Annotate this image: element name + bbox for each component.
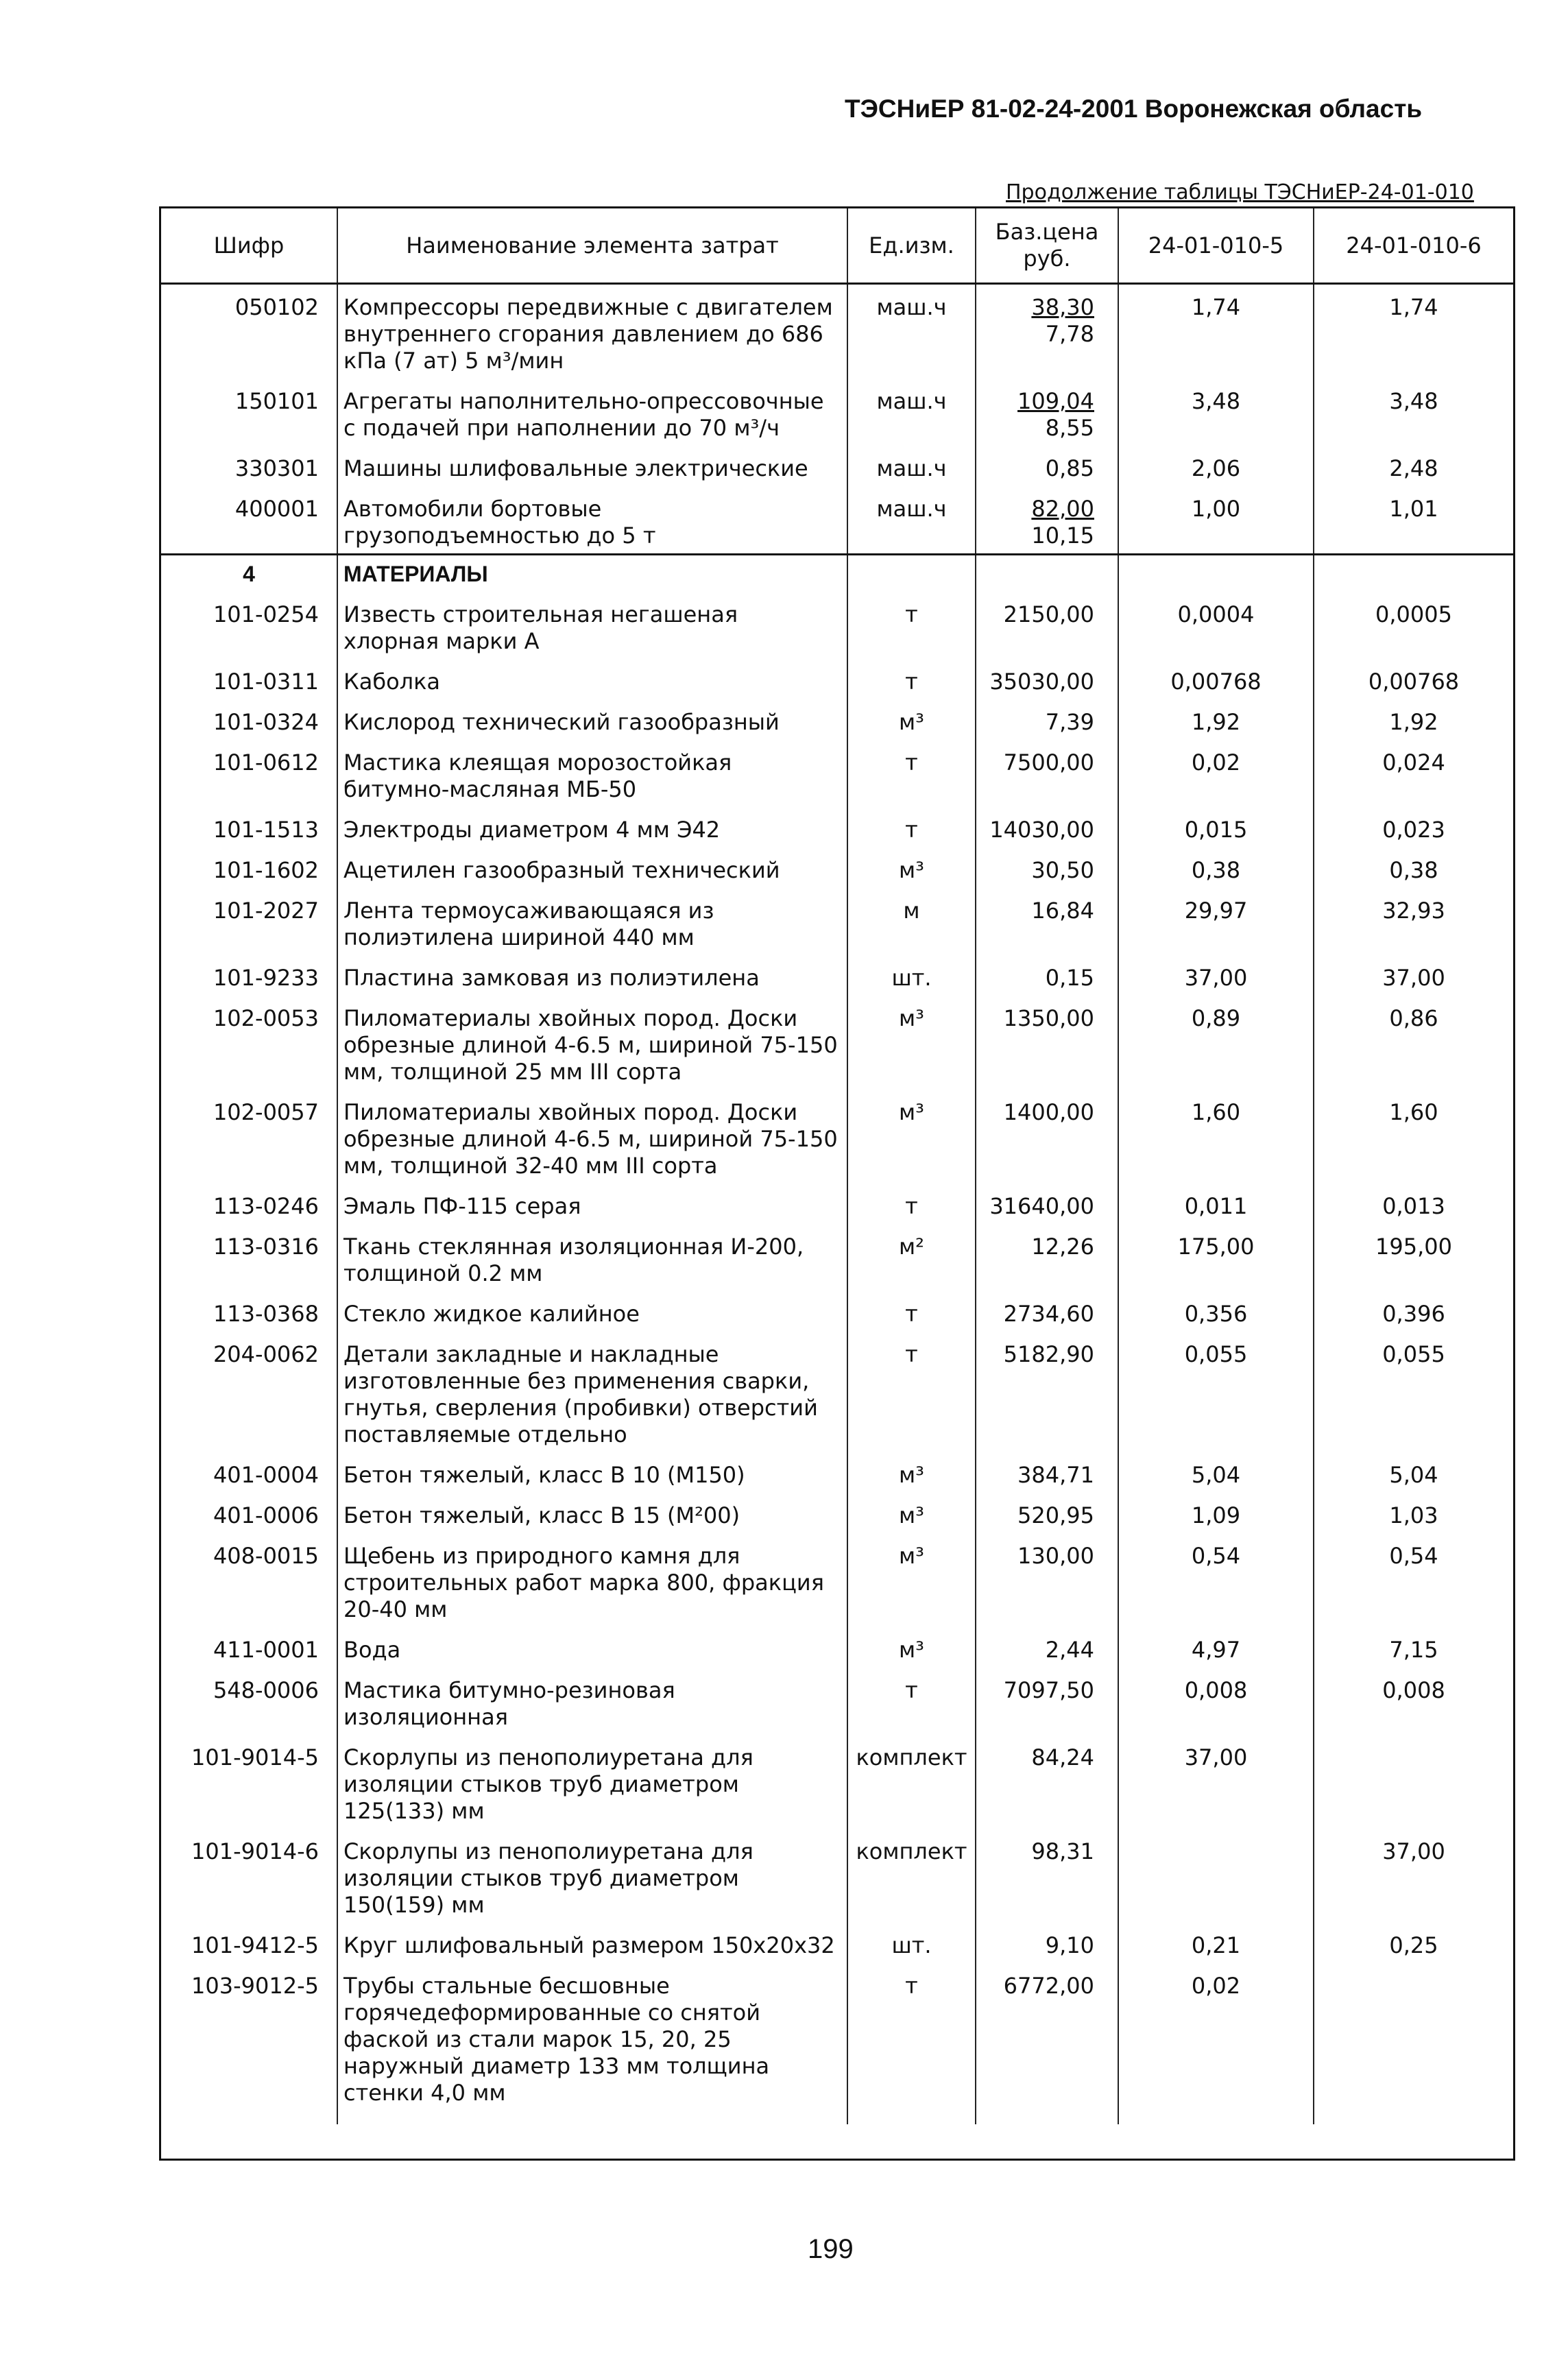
header-price: Баз.цена руб.: [976, 208, 1118, 284]
row-unit: комплект: [847, 1829, 976, 1923]
row-unit: маш.ч: [847, 486, 976, 555]
row-price: 384,71: [976, 1452, 1118, 1493]
row-name: Агрегаты наполнительно-опрессовочные с подачей при наполнении до 70 м³/ч: [337, 379, 847, 446]
material-row: [161, 1923, 1513, 1963]
row-name: Кислород технический газообразный: [337, 699, 847, 740]
document-header-title: ТЭСНиЕР 81-02-24-2001 Воронежская область: [845, 95, 1423, 123]
row-col5: 1,92: [1118, 699, 1314, 740]
row-unit: м: [847, 888, 976, 955]
row-col5: 4,97: [1118, 1627, 1314, 1668]
filler-cell: [847, 2111, 976, 2124]
filler-cell: [161, 2111, 337, 2124]
machine-row: [161, 486, 1513, 555]
table-header-row: [161, 208, 1513, 284]
page-number: 199: [808, 2234, 854, 2264]
row-price: 1350,00: [976, 996, 1118, 1090]
row-col5: [1118, 1829, 1314, 1923]
row-col5: 0,54: [1118, 1533, 1314, 1627]
row-price: 520,95: [976, 1493, 1118, 1533]
row-code: 408-0015: [161, 1533, 337, 1627]
row-name: Машины шлифовальные электрические: [337, 446, 847, 486]
row-price: 5182,90: [976, 1332, 1118, 1452]
row-price: 2734,60: [976, 1291, 1118, 1332]
row-code: 101-2027: [161, 888, 337, 955]
row-name: Автомобили бортовые грузоподъемностью до 5 т: [337, 486, 847, 555]
row-col5: 5,04: [1118, 1452, 1314, 1493]
row-code: 101-0324: [161, 699, 337, 740]
row-code: 113-0316: [161, 1224, 337, 1291]
row-price: 7,39: [976, 699, 1118, 740]
header-unit: Ед.изм.: [847, 208, 976, 284]
material-row: [161, 848, 1513, 888]
row-col6: 1,92: [1389, 709, 1438, 735]
row-price: 98,31: [976, 1829, 1118, 1923]
row-code: 102-0057: [161, 1090, 337, 1184]
row-price: 6772,00: [976, 1963, 1118, 2111]
material-row: [161, 699, 1513, 740]
row-name: Бетон тяжелый, класс В 10 (М150): [337, 1452, 847, 1493]
material-row: [161, 740, 1513, 807]
row-unit: м³: [847, 1493, 976, 1533]
row-price-wage: 7,78: [1045, 321, 1094, 347]
section-empty: [1118, 555, 1314, 592]
machine-row: [161, 379, 1513, 446]
row-name: Известь строительная негашеная хлорная марки А: [337, 592, 847, 659]
row-unit: т: [847, 807, 976, 848]
row-col6: 0,00768: [1368, 669, 1460, 695]
row-col6: 1,60: [1389, 1099, 1438, 1125]
row-code: 102-0053: [161, 996, 337, 1090]
machine-row: [161, 284, 1513, 379]
row-price-wage: 10,15: [1031, 523, 1094, 549]
row-col5: 3,48: [1118, 379, 1314, 446]
section-empty: [847, 555, 976, 592]
material-row: [161, 659, 1513, 699]
row-name: Щебень из природного камня для строительных работ марка 800, фракция 20-40 мм: [337, 1533, 847, 1627]
row-price: 7097,50: [976, 1668, 1118, 1735]
row-col6: 0,86: [1389, 1005, 1438, 1031]
material-row: [161, 1668, 1513, 1735]
row-code: 401-0006: [161, 1493, 337, 1533]
row-name: Пластина замковая из полиэтилена: [337, 955, 847, 996]
row-unit: м²: [847, 1224, 976, 1291]
header-code: Шифр: [161, 208, 337, 284]
row-code: 101-0612: [161, 740, 337, 807]
row-price-value: 82,00: [1031, 496, 1094, 522]
row-code: 101-1602: [161, 848, 337, 888]
row-code: 113-0368: [161, 1291, 337, 1332]
row-col6: 0,25: [1389, 1932, 1438, 1958]
row-col5: 0,02: [1118, 740, 1314, 807]
row-name: Электроды диаметром 4 мм Э42: [337, 807, 847, 848]
material-row: [161, 1291, 1513, 1332]
row-col6: 0,54: [1389, 1543, 1438, 1569]
row-price: 14030,00: [976, 807, 1118, 848]
material-row: [161, 996, 1513, 1090]
row-col5: 0,0004: [1118, 592, 1314, 659]
filler-cell: [337, 2111, 847, 2124]
row-col6: 0,0005: [1375, 601, 1452, 627]
row-price-wage: 8,55: [1045, 415, 1094, 441]
row-unit: маш.ч: [847, 379, 976, 446]
row-price: 1400,00: [976, 1090, 1118, 1184]
row-price: 35030,00: [976, 659, 1118, 699]
row-col5: 0,00768: [1118, 659, 1314, 699]
row-name: Лента термоусаживающаяся из полиэтилена шириной 440 мм: [337, 888, 847, 955]
header-col6: 24-01-010-6: [1314, 208, 1513, 284]
row-col6: 3,48: [1389, 388, 1438, 414]
row-price: 16,84: [976, 888, 1118, 955]
row-unit: м³: [847, 1452, 976, 1493]
material-row: [161, 1735, 1513, 1829]
row-unit: м³: [847, 996, 976, 1090]
row-price: 31640,00: [976, 1184, 1118, 1224]
material-row: [161, 1332, 1513, 1452]
row-col5: 0,356: [1118, 1291, 1314, 1332]
material-row: [161, 1224, 1513, 1291]
row-unit: маш.ч: [847, 284, 976, 379]
row-code: 101-1513: [161, 807, 337, 848]
material-row: [161, 955, 1513, 996]
row-price: [976, 446, 1118, 486]
row-code: 101-9014-6: [161, 1829, 337, 1923]
row-name: Пиломатериалы хвойных пород. Доски обрезные длиной 4-6.5 м, шириной 75-150 мм, толщиной 32-40 мм III сорта: [337, 1090, 847, 1184]
row-unit: т: [847, 1963, 976, 2111]
row-col5: 37,00: [1118, 955, 1314, 996]
row-name: Мастика битумно-резиновая изоляционная: [337, 1668, 847, 1735]
section-number: 4: [161, 555, 337, 592]
row-unit: т: [847, 1291, 976, 1332]
row-col5: 29,97: [1118, 888, 1314, 955]
material-row: [161, 1829, 1513, 1923]
row-col6: 195,00: [1375, 1234, 1452, 1260]
row-price: 12,26: [976, 1224, 1118, 1291]
row-name: Трубы стальные бесшовные горячедеформированные со снятой фаской из стали марок 15, 20, 25 наружный диаметр 133 мм толщина стенки 4,0 мм: [337, 1963, 847, 2111]
row-col6: 0,023: [1382, 817, 1445, 843]
filler-cell: [976, 2111, 1118, 2124]
row-col5: 0,02: [1118, 1963, 1314, 2111]
row-price: [976, 284, 1118, 379]
section-title: МАТЕРИАЛЫ: [337, 555, 847, 592]
material-row: [161, 1627, 1513, 1668]
material-row: [161, 1452, 1513, 1493]
filler-cell: [1314, 2111, 1513, 2124]
row-col6: 37,00: [1382, 965, 1445, 991]
row-unit: т: [847, 1332, 976, 1452]
row-unit: т: [847, 659, 976, 699]
row-name: Стекло жидкое калийное: [337, 1291, 847, 1332]
row-name: Круг шлифовальный размером 150х20х32: [337, 1923, 847, 1963]
row-price: 2,44: [976, 1627, 1118, 1668]
material-row: [161, 807, 1513, 848]
row-code: 050102: [161, 284, 337, 379]
row-col5: 1,09: [1118, 1493, 1314, 1533]
material-row: [161, 1184, 1513, 1224]
row-name: Скорлупы из пенополиуретана для изоляции стыков труб диаметром 125(133) мм: [337, 1735, 847, 1829]
row-col5: 2,06: [1118, 446, 1314, 486]
row-col5: 1,60: [1118, 1090, 1314, 1184]
row-unit: м³: [847, 1533, 976, 1627]
row-price: 0,15: [976, 955, 1118, 996]
row-col6: 0,38: [1389, 857, 1438, 883]
row-col6: 0,024: [1382, 749, 1445, 776]
row-col6: 1,03: [1389, 1502, 1438, 1528]
row-unit: комплект: [847, 1735, 976, 1829]
row-code: 330301: [161, 446, 337, 486]
row-code: 101-0311: [161, 659, 337, 699]
row-col5: 0,21: [1118, 1923, 1314, 1963]
row-code: 101-9233: [161, 955, 337, 996]
section-row-materials: [161, 555, 1513, 592]
row-col6: 0,396: [1382, 1301, 1445, 1327]
row-name: Мастика клеящая морозостойкая битумно-масляная МБ-50: [337, 740, 847, 807]
row-code: 101-0254: [161, 592, 337, 659]
row-price: 9,10: [976, 1923, 1118, 1963]
header-col5: 24-01-010-5: [1118, 208, 1314, 284]
row-code: 204-0062: [161, 1332, 337, 1452]
row-price-value: 0,85: [1045, 455, 1094, 481]
row-price-value: 38,30: [1031, 294, 1094, 320]
row-code: 411-0001: [161, 1627, 337, 1668]
row-price: [976, 379, 1118, 446]
row-col5: 0,011: [1118, 1184, 1314, 1224]
row-col5: 37,00: [1118, 1735, 1314, 1829]
row-unit: маш.ч: [847, 446, 976, 486]
row-name: Детали закладные и накладные изготовленные без применения сварки, гнутья, сверления (пробивки) отверстий поставляемые отдельно: [337, 1332, 847, 1452]
row-unit: т: [847, 592, 976, 659]
row-col6: 37,00: [1382, 1838, 1445, 1864]
row-price: 84,24: [976, 1735, 1118, 1829]
row-name: Эмаль ПФ-115 серая: [337, 1184, 847, 1224]
row-code: 548-0006: [161, 1668, 337, 1735]
row-price-value: 109,04: [1017, 388, 1094, 414]
material-row: [161, 1533, 1513, 1627]
row-name: Компрессоры передвижные с двигателем внутреннего сгорания давлением до 686 кПа (7 ат) 5 м³/мин: [337, 284, 847, 379]
row-col6: 0,013: [1382, 1193, 1445, 1219]
row-price: [976, 486, 1118, 555]
row-code: 113-0246: [161, 1184, 337, 1224]
row-col6: 0,008: [1382, 1677, 1445, 1703]
row-col6: 7,15: [1389, 1637, 1438, 1663]
row-code: 101-9014-5: [161, 1735, 337, 1829]
row-name: Скорлупы из пенополиуретана для изоляции стыков труб диаметром 150(159) мм: [337, 1829, 847, 1923]
row-unit: м³: [847, 1627, 976, 1668]
row-col6: 1,01: [1389, 496, 1438, 522]
row-unit: м³: [847, 699, 976, 740]
row-name: Ткань стеклянная изоляционная И-200, толщиной 0.2 мм: [337, 1224, 847, 1291]
row-unit: шт.: [847, 955, 976, 996]
material-row: [161, 1963, 1513, 2111]
row-name: Бетон тяжелый, класс В 15 (М²00): [337, 1493, 847, 1533]
row-col5: 0,015: [1118, 807, 1314, 848]
material-row: [161, 592, 1513, 659]
row-col6: [1314, 1735, 1513, 1829]
row-price: 2150,00: [976, 592, 1118, 659]
resource-table: [159, 206, 1515, 2161]
table-continuation-caption: Продолжение таблицы ТЭСНиЕР-24-01-010: [1006, 180, 1474, 204]
header-name: Наименование элемента затрат: [337, 208, 847, 284]
row-col5: 1,74: [1118, 284, 1314, 379]
row-col6: 5,04: [1389, 1462, 1438, 1488]
row-col6: 0,055: [1382, 1341, 1445, 1367]
row-unit: м³: [847, 1090, 976, 1184]
row-price: 130,00: [976, 1533, 1118, 1627]
material-row: [161, 1493, 1513, 1533]
material-row: [161, 888, 1513, 955]
filler-cell: [1118, 2111, 1314, 2124]
row-col5: 0,38: [1118, 848, 1314, 888]
row-name: Каболка: [337, 659, 847, 699]
row-price: 7500,00: [976, 740, 1118, 807]
row-col6: [1314, 1963, 1513, 2111]
row-unit: м³: [847, 848, 976, 888]
row-price: 30,50: [976, 848, 1118, 888]
machine-row: [161, 446, 1513, 486]
row-code: 101-9412-5: [161, 1923, 337, 1963]
row-col5: 0,89: [1118, 996, 1314, 1090]
row-col5: 175,00: [1118, 1224, 1314, 1291]
row-col5: 0,055: [1118, 1332, 1314, 1452]
row-name: Пиломатериалы хвойных пород. Доски обрезные длиной 4-6.5 м, шириной 75-150 мм, толщиной 25 мм III сорта: [337, 996, 847, 1090]
row-unit: т: [847, 740, 976, 807]
table-filler-row: [161, 2111, 1513, 2124]
row-col6: 1,74: [1389, 294, 1438, 320]
section-empty: [976, 555, 1118, 592]
row-name: Ацетилен газообразный технический: [337, 848, 847, 888]
row-code: 401-0004: [161, 1452, 337, 1493]
row-unit: т: [847, 1668, 976, 1735]
row-code: 150101: [161, 379, 337, 446]
section-empty: [1314, 555, 1513, 592]
row-col5: 0,008: [1118, 1668, 1314, 1735]
material-row: [161, 1090, 1513, 1184]
row-name: Вода: [337, 1627, 847, 1668]
row-code: 103-9012-5: [161, 1963, 337, 2111]
row-col6: 32,93: [1382, 898, 1445, 924]
row-col6: 2,48: [1389, 455, 1438, 481]
row-col5: 1,00: [1118, 486, 1314, 555]
row-unit: т: [847, 1184, 976, 1224]
row-unit: шт.: [847, 1923, 976, 1963]
row-code: 400001: [161, 486, 337, 555]
